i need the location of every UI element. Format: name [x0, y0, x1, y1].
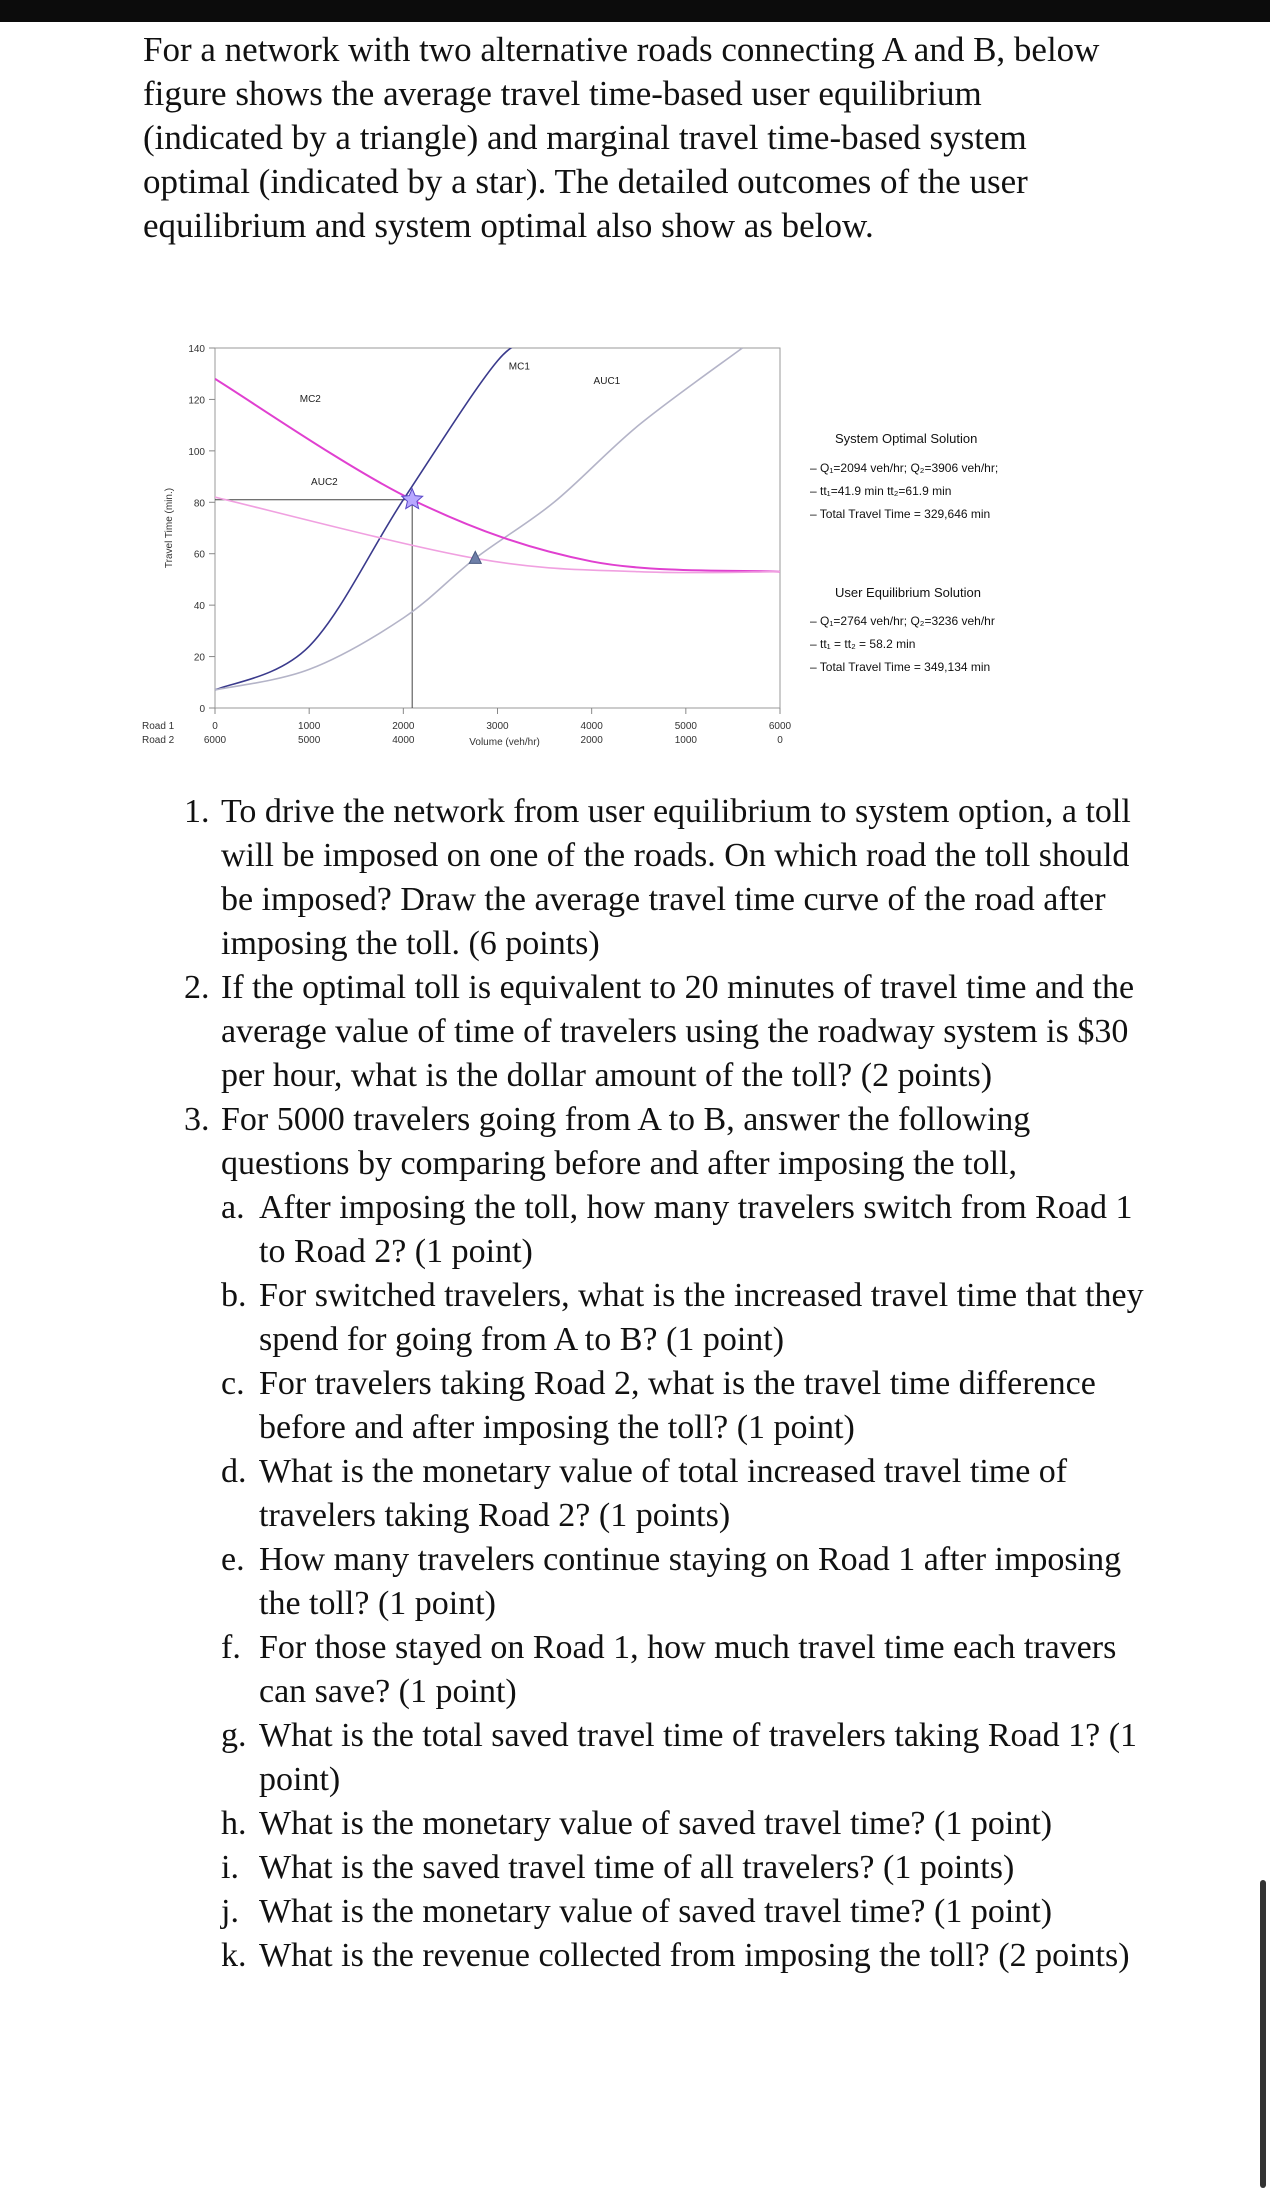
road1-axis-label: Road 1	[142, 721, 175, 732]
subquestion-letter: i.	[221, 1849, 239, 1886]
y-tick-label: 40	[193, 601, 205, 613]
series-label: AUC1	[593, 376, 621, 387]
subquestion-letter: f.	[221, 1629, 241, 1666]
subquestion-item	[221, 1450, 1150, 1538]
question-number: 3.	[184, 1101, 210, 1138]
subquestion-item	[221, 1846, 1150, 1890]
subquestion-letter: d.	[221, 1453, 247, 1490]
subquestion-item	[221, 1626, 1150, 1714]
subquestion-letter: c.	[221, 1365, 245, 1402]
y-tick-label: 60	[193, 549, 205, 561]
y-tick-label: 80	[193, 498, 205, 510]
road1-tick-label: 4000	[580, 721, 603, 732]
subquestion-item	[221, 1934, 1150, 1978]
road2-tick-label: 4000	[392, 735, 415, 746]
road2-tick-label: 1000	[674, 735, 697, 746]
series-label: MC1	[508, 361, 530, 373]
subquestion-letter: b.	[221, 1277, 247, 1314]
top-bar	[0, 0, 1270, 22]
subquestion-letter: k.	[221, 1937, 247, 1974]
y-tick-label: 120	[188, 395, 205, 407]
subquestion-text: What is the revenue collected from imposing the toll? (2 points)	[259, 1937, 1130, 1974]
subquestion-text: For travelers taking Road 2, what is the travel time difference before and after imposing the toll? (1 point)	[259, 1365, 1096, 1446]
y-tick-label: 140	[188, 344, 205, 355]
subquestion-text: For those stayed on Road 1, how much travel time each travers can save? (1 point)	[259, 1629, 1117, 1710]
so-flows: – Q₁=2094 veh/hr; Q₂=3906 veh/hr;	[810, 461, 999, 475]
subquestion-text: What is the saved travel time of all travelers? (1 points)	[259, 1849, 1015, 1886]
road1-tick-label: 5000	[674, 721, 697, 732]
road2-tick-label: 0	[777, 735, 783, 746]
subquestion-item	[221, 1186, 1150, 1274]
subquestion-text: After imposing the toll, how many travelers switch from Road 1 to Road 2? (1 point)	[259, 1189, 1133, 1270]
question-list	[184, 790, 1150, 1978]
subquestion-letter: h.	[221, 1805, 247, 1842]
question-text: If the optimal toll is equivalent to 20 minutes of travel time and the average value of time of travelers using the roadway system is $30 per hour, what is the dollar amount of the toll? (2 points)	[221, 969, 1135, 1094]
question-text: To drive the network from user equilibrium to system option, a toll will be imposed on one of the roads. On which road the toll should be imposed? Draw the average travel time curve of the road after imposing the toll. (6 points)	[221, 793, 1131, 962]
intro-paragraph: For a network with two alternative roads connecting A and B, below figure shows the average travel time-based user equilibrium (indicated by a triangle) and marginal travel time-based system optimal (indicated by a star). The detailed outcomes of the user equilibrium and system optimal also show as below.	[143, 30, 1100, 245]
question-item	[184, 790, 1150, 966]
subquestion-letter: e.	[221, 1541, 245, 1578]
subquestion-item	[221, 1538, 1150, 1626]
subquestion-item	[221, 1274, 1150, 1362]
question-number: 2.	[184, 969, 210, 1006]
so-title: System Optimal Solution	[835, 431, 978, 446]
subquestion-text: What is the monetary value of saved travel time? (1 point)	[259, 1805, 1053, 1842]
road1-tick-label: 3000	[486, 721, 509, 732]
y-tick-label: 0	[199, 704, 205, 715]
road1-tick-label: 2000	[392, 721, 415, 732]
ue-total: – Total Travel Time = 349,134 min	[810, 660, 991, 674]
ue-flows: – Q₁=2764 veh/hr; Q₂=3236 veh/hr	[810, 614, 995, 628]
subquestion-text: What is the total saved travel time of travelers taking Road 1? (1 point)	[259, 1717, 1138, 1798]
y-axis-label: Travel Time (min.)	[164, 487, 175, 569]
subquestion-list	[221, 1186, 1150, 1978]
subquestion-item	[221, 1802, 1150, 1846]
road1-tick-label: 0	[212, 721, 218, 732]
chart-svg	[142, 344, 1130, 765]
subquestion-item	[221, 1890, 1150, 1934]
road2-tick-label: 6000	[203, 735, 227, 746]
travel-time-chart	[142, 344, 1130, 765]
ue-title: User Equilibrium Solution	[835, 585, 981, 600]
subquestion-text: For switched travelers, what is the increased travel time that they spend for going from A to B? (1 point)	[259, 1277, 1144, 1358]
question-item	[184, 966, 1150, 1098]
road1-tick-label: 1000	[298, 721, 321, 732]
subquestion-letter: a.	[221, 1189, 245, 1226]
subquestion-item	[221, 1714, 1150, 1802]
question-number: 1.	[184, 793, 210, 830]
subquestion-letter: g.	[221, 1717, 247, 1754]
subquestion-text: What is the monetary value of saved travel time? (1 point)	[259, 1893, 1053, 1930]
scrollbar[interactable]	[1260, 1880, 1266, 2188]
so-total: – Total Travel Time = 329,646 min	[810, 507, 991, 521]
question-text: For 5000 travelers going from A to B, answer the following questions by comparing before and after imposing the toll,	[221, 1101, 1031, 1182]
ue-times: – tt₁ = tt₂ = 58.2 min	[810, 637, 916, 651]
so-times: – tt₁=41.9 min tt₂=61.9 min	[810, 484, 952, 498]
road2-tick-label: 5000	[298, 735, 321, 746]
road2-axis-label: Road 2	[142, 735, 175, 746]
road2-tick-label: 2000	[580, 735, 603, 746]
subquestion-text: What is the monetary value of total increased travel time of travelers taking Road 2? (1 points)	[259, 1453, 1068, 1534]
x-axis-label: Volume (veh/hr)	[469, 737, 540, 748]
series-label: MC2	[299, 394, 321, 405]
y-tick-label: 100	[188, 446, 205, 458]
subquestion-item	[221, 1362, 1150, 1450]
road1-tick-label: 6000	[768, 721, 792, 732]
y-tick-label: 20	[193, 652, 205, 664]
subquestion-letter: j.	[221, 1893, 239, 1930]
series-label: AUC2	[311, 476, 338, 488]
subquestion-text: How many travelers continue staying on Road 1 after imposing the toll? (1 point)	[259, 1541, 1122, 1622]
question-item	[184, 1098, 1150, 1978]
